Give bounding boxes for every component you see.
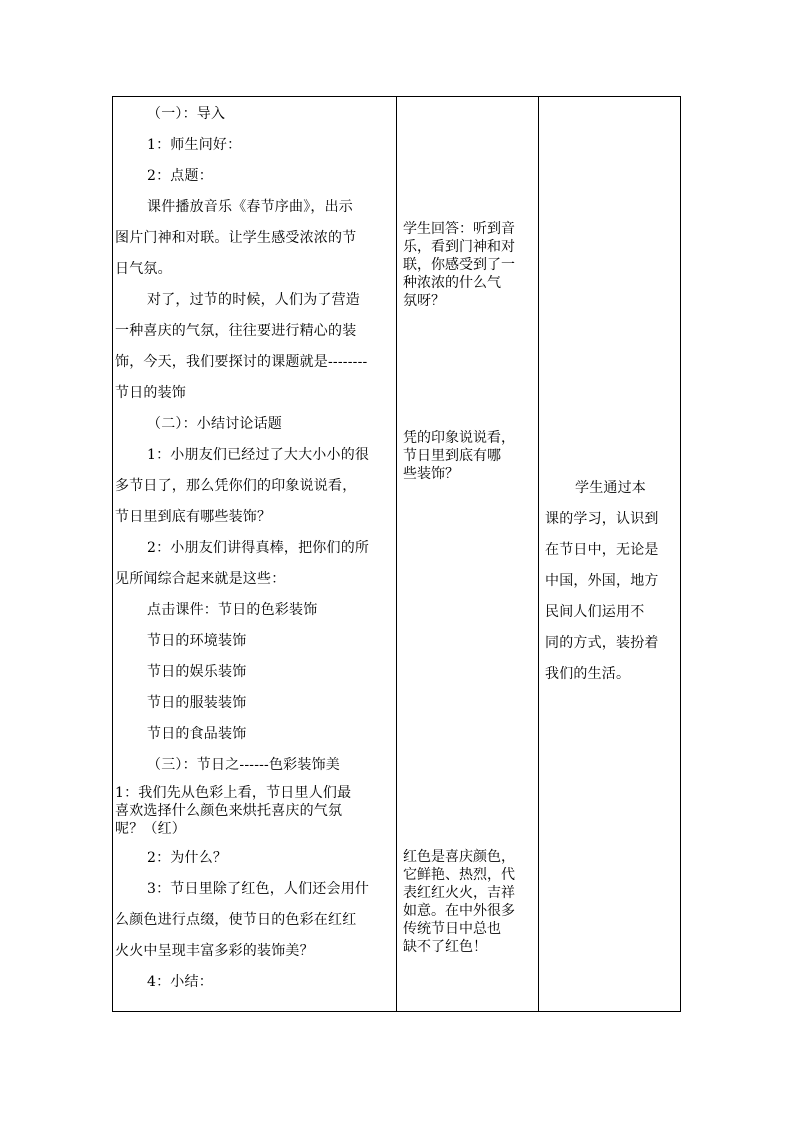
student-activity-line: 联，你感受到了一	[403, 257, 515, 273]
teacher-activity-line: 2：点题：	[147, 168, 213, 184]
teacher-activity-line: 一种喜庆的气氛，往往要进行精心的装	[115, 323, 357, 339]
teacher-activity-line: 节日的服装装饰	[147, 695, 247, 711]
teacher-activity-line: 1：小朋友们已经过了大大小小的很	[147, 447, 370, 463]
teacher-activity-line: 节日的环境装饰	[147, 633, 247, 649]
student-activity-line: 节日里到底有哪	[403, 448, 501, 464]
student-activity-line: 如意。在中外很多	[403, 903, 515, 919]
teacher-activity-line: 节日里到底有哪些装饰？	[115, 509, 272, 525]
design-intent-line: 我们的生活。	[545, 666, 631, 682]
teacher-activity-line: 2：为什么？	[147, 850, 228, 866]
design-intent-line: 课的学习，认识到	[545, 511, 659, 527]
teacher-activity-line: 节日的娱乐装饰	[147, 664, 247, 680]
design-intent-line: 中国，外国，地方	[545, 573, 659, 589]
student-activity-line: 学生回答：听到音	[403, 221, 515, 237]
teacher-activity-line: 么颜色进行点缀，使节日的色彩在红红	[115, 912, 357, 928]
teacher-activity-line: 4：小结：	[147, 974, 213, 990]
student-activity-line: 氛呀？	[403, 293, 445, 309]
teacher-activity-line: （一）：导入	[147, 106, 226, 122]
table-row	[113, 97, 681, 1012]
student-activity-line: 些装饰？	[403, 466, 459, 482]
teacher-activity-line: 呢？（红）	[115, 821, 186, 837]
student-activity-line: 红色是喜庆颜色，	[403, 849, 515, 865]
teacher-activity-cell	[113, 97, 397, 1012]
design-intent-line: 同的方式，装扮着	[545, 635, 659, 651]
teacher-activity-line: 火火中呈现丰富多彩的装饰美？	[115, 943, 314, 959]
teacher-activity-line: 日气氛。	[115, 261, 172, 277]
teacher-activity-line: 饰，今天，我们要探讨的课题就是--------	[115, 354, 368, 370]
teacher-activity-line: 多节日了，那么凭你们的印象说说看，	[115, 478, 357, 494]
teacher-activity-line: 节日的装饰	[115, 385, 186, 401]
teacher-activity-line: 见所闻综合起来就是这些：	[115, 571, 286, 587]
student-activity-line: 凭的印象说说看，	[403, 430, 515, 446]
student-activity-line: 表红红火火，吉祥	[403, 885, 515, 901]
design-intent-line: 在节日中，无论是	[545, 542, 659, 558]
lesson-table	[112, 96, 681, 1012]
design-intent-cell	[539, 97, 681, 1012]
teacher-activity-line: 对了，过节的时候，人们为了营造	[147, 292, 360, 308]
student-activity-line: 传统节日中总也	[403, 921, 501, 937]
student-activity-line: 种浓浓的什么气	[403, 275, 501, 291]
teacher-activity-line: 1：我们先从色彩上看，节日里人们最	[115, 785, 352, 801]
design-intent-line: 民间人们运用不	[545, 604, 645, 620]
student-activity-line: 它鲜艳、热烈，代	[403, 867, 515, 883]
teacher-activity-line: 2：小朋友们讲得真棒，把你们的所	[147, 540, 370, 556]
teacher-activity-text	[113, 97, 396, 1011]
teacher-activity-line: （二）：小结讨论话题	[147, 416, 282, 432]
teacher-activity-line: 1：师生问好：	[147, 137, 242, 153]
teacher-activity-line: 3：节日里除了红色，人们还会用什	[147, 881, 370, 897]
teacher-activity-line: 喜欢选择什么颜色来烘托喜庆的气氛	[115, 803, 343, 819]
student-activity-line: 乐，看到门神和对	[403, 239, 515, 255]
teacher-activity-line: （三）：节日之------色彩装饰美	[147, 757, 340, 773]
teacher-activity-line: 课件播放音乐《春节序曲》，出示	[147, 199, 353, 215]
teacher-activity-line: 点击课件：节日的色彩装饰	[147, 602, 318, 618]
student-activity-cell	[397, 97, 539, 1012]
student-activity-line: 缺不了红色！	[403, 939, 487, 955]
teacher-activity-line: 节日的食品装饰	[147, 726, 247, 742]
design-intent-line: 学生通过本	[575, 480, 646, 496]
teacher-activity-line: 图片门神和对联。让学生感受浓浓的节	[115, 230, 357, 246]
